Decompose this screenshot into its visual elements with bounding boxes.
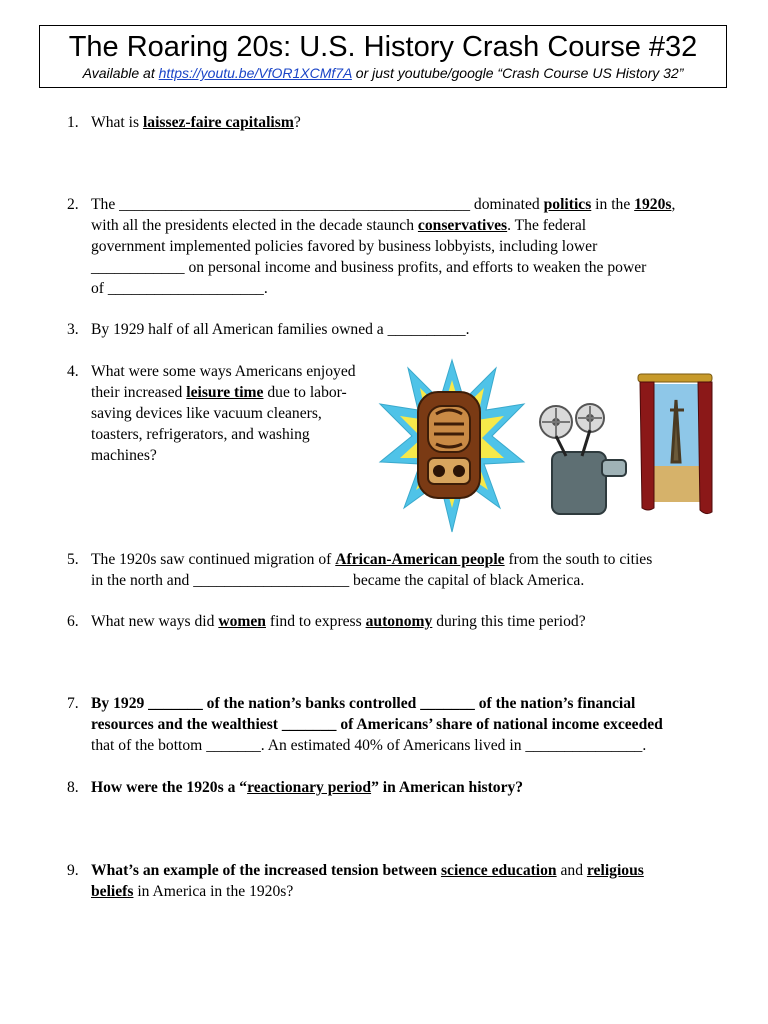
q2-line2b: . The federal	[507, 217, 587, 234]
q9-line1b: and	[556, 862, 587, 879]
q9-line1: What’s an example of the increased tension between	[91, 862, 441, 879]
q2-line3: government implemented policies favored by business lobbyists, including lower	[91, 238, 598, 255]
q6-text-c: during this time period?	[432, 613, 586, 630]
available-suffix: or just youtube/google “Crash Course US History 32”	[355, 65, 684, 81]
projector-lens	[602, 460, 626, 476]
q2-line4: ____________ on personal income and business profits, and efforts to weaken the power	[91, 259, 647, 276]
question-number: 4.	[67, 363, 79, 380]
q6-text: What new ways did	[91, 613, 219, 630]
q1-keyword: laissez-faire capitalism	[142, 114, 294, 131]
q5-line1b: from the south to cities	[504, 551, 653, 568]
q7-line2: resources and the wealthiest _______ of Americans’ share of national income exceeded	[91, 716, 663, 733]
q6-text-b: find to express	[265, 613, 366, 630]
q5-keyword-african-american: African-American people	[335, 551, 505, 568]
question-number: 3.	[67, 321, 79, 338]
q7-line1: By 1929 _______ of the nation’s banks controlled _______ of the nation’s financial	[91, 695, 636, 712]
question-number: 2.	[67, 196, 79, 213]
q2-keyword-conservatives: conservatives	[417, 217, 508, 234]
curtain-left	[640, 382, 654, 510]
video-link[interactable]: https://youtu.be/VfOR1XCMf7A	[158, 65, 352, 81]
curtain-right	[698, 382, 712, 514]
q9-line2: in America in the 1920s?	[133, 883, 294, 900]
q4-line5: machines?	[91, 447, 157, 464]
q6-keyword-autonomy: autonomy	[365, 613, 433, 630]
radio-knob-left	[433, 465, 445, 477]
q9-keyword-beliefs: beliefs	[91, 883, 134, 900]
q4-line4: toasters, refrigerators, and washing	[91, 426, 310, 443]
q4-line3: saving devices like vacuum cleaners,	[91, 405, 322, 422]
q5-line1: The 1920s saw continued migration of	[91, 551, 336, 568]
film-projector-icon	[538, 400, 630, 522]
q6-keyword-women: women	[218, 613, 266, 630]
q1-end: ?	[293, 114, 301, 131]
question-number: 8.	[67, 779, 79, 796]
q2-line1b: in the	[591, 196, 635, 213]
q8-text-b: ” in American history?	[371, 779, 524, 796]
subtitle	[40, 64, 726, 82]
question-7	[67, 693, 663, 756]
header-box	[39, 25, 727, 88]
q4-line1: What were some ways Americans enjoyed	[91, 363, 356, 380]
q3-text: By 1929 half of all American families owned a __________.	[91, 321, 470, 338]
q2-keyword-politics: politics	[543, 196, 592, 213]
question-number: 5.	[67, 551, 79, 568]
q2-line1: The _____________________________________________ dominated	[91, 196, 544, 213]
q8-keyword-reactionary: reactionary period	[247, 779, 372, 796]
screen-ground	[652, 466, 700, 502]
question-4	[67, 361, 356, 466]
question-number: 6.	[67, 613, 79, 630]
page-title: The Roaring 20s: U.S. History Crash Course #32	[68, 31, 698, 63]
q8-text: How were the 1920s a “	[91, 779, 248, 796]
q2-keyword-1920s: 1920s	[634, 196, 672, 213]
question-6	[67, 611, 586, 632]
radio-starburst-icon	[378, 358, 526, 534]
q2-line5: of ____________________.	[91, 280, 268, 297]
question-number: 7.	[67, 695, 79, 712]
theater-curtain-icon	[636, 370, 714, 518]
q4-keyword-leisure: leisure time	[186, 384, 264, 401]
radio-speaker	[428, 406, 470, 452]
question-3	[67, 319, 470, 340]
q5-line2: in the north and ____________________ became the capital of black America.	[91, 572, 585, 589]
q4-line2: their increased	[91, 384, 187, 401]
available-prefix: Available at	[82, 65, 155, 81]
q7-line3: that of the bottom _______. An estimated 40% of Americans lived in _______________.	[91, 737, 647, 754]
q2-line2: with all the presidents elected in the decade staunch	[91, 217, 418, 234]
question-2	[67, 194, 675, 299]
radio-knob-right	[453, 465, 465, 477]
q4-line2b: due to labor-	[263, 384, 347, 401]
q9-keyword-science: science education	[440, 862, 557, 879]
q9-keyword-religious: religious	[586, 862, 644, 879]
q2-line1c: ,	[671, 196, 676, 213]
question-number: 9.	[67, 862, 79, 879]
question-1	[67, 112, 301, 133]
q1-text: What is	[91, 114, 143, 131]
question-9	[67, 860, 644, 902]
curtain-rod	[638, 374, 712, 382]
projector-body	[552, 452, 606, 514]
question-8	[67, 777, 523, 798]
question-number: 1.	[67, 114, 79, 131]
question-5	[67, 549, 652, 591]
